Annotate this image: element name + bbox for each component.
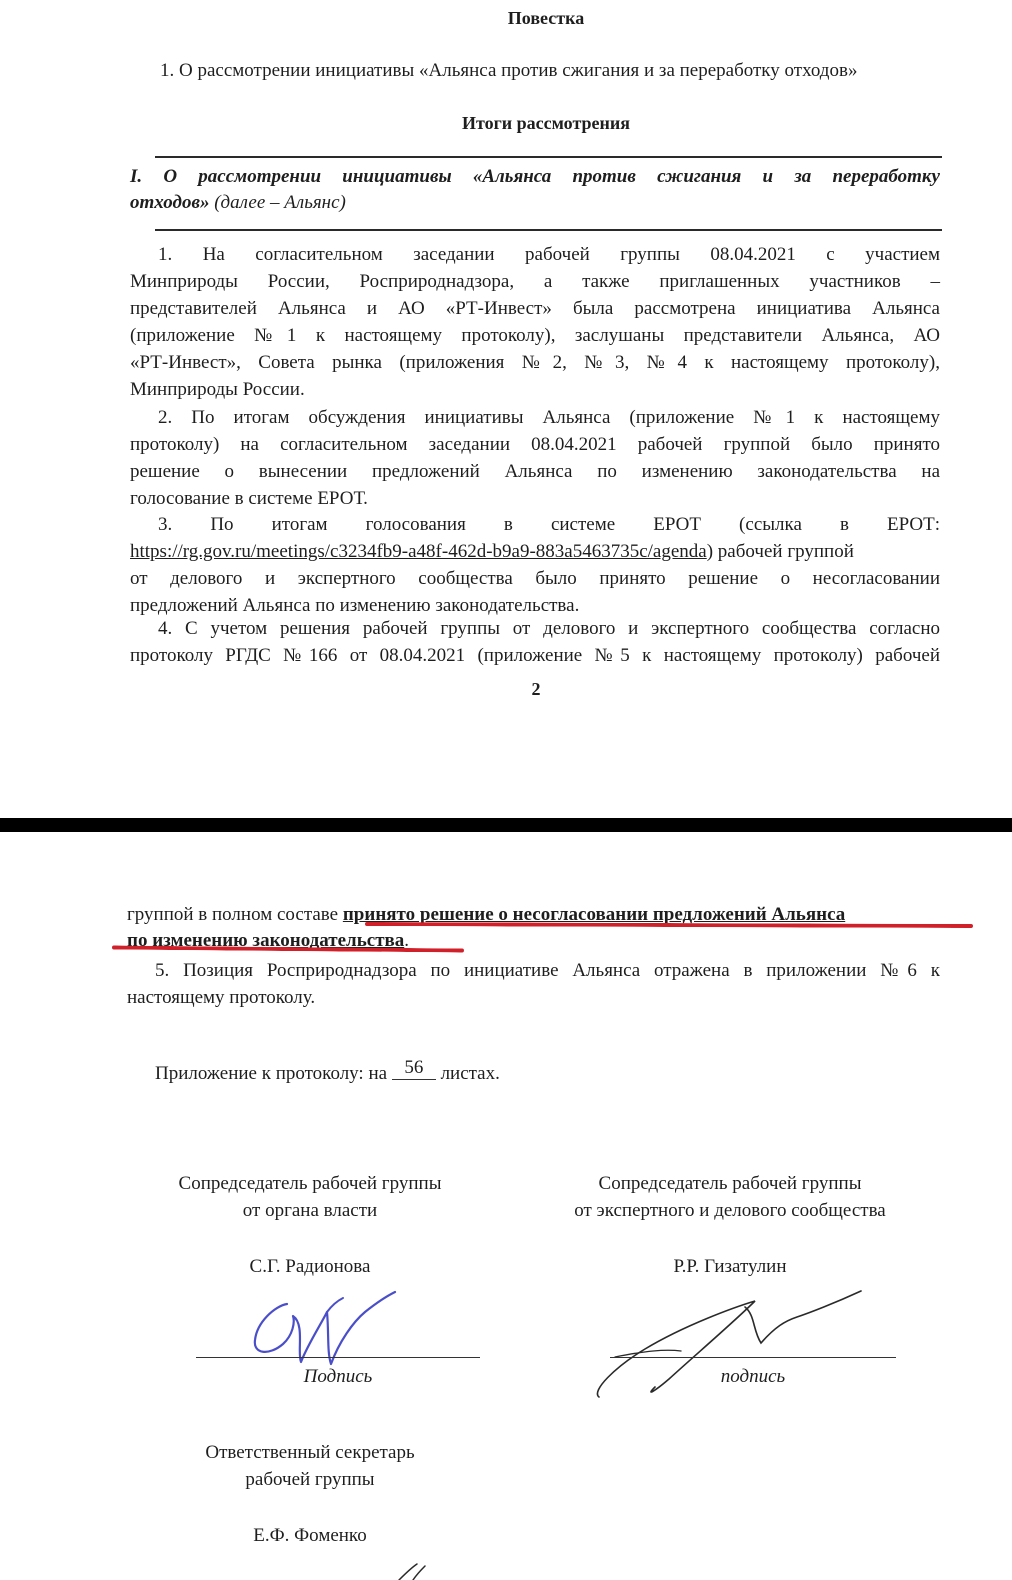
secretary-signature-fragment — [395, 1562, 435, 1580]
left-sig-role — [150, 1170, 470, 1224]
right-sig-role-line1: Сопредседатель рабочей группы — [598, 1173, 862, 1194]
p5-line: настоящему протоколу. — [127, 987, 316, 1008]
secretary-role — [150, 1439, 470, 1493]
left-sig-role-line1: Сопредседатель рабочей группы — [178, 1173, 442, 1194]
continuation-start: группой в полном составе — [127, 904, 343, 925]
paragraph-3 — [130, 511, 940, 619]
agenda-title: Повестка — [507, 8, 585, 28]
p4-line: 4. С учетом решения рабочей группы от делового и экспертного сообщества согласно — [158, 618, 940, 639]
p1-line: представителей Альянса и АО «РТ-Инвест» была рассмотрена инициатива Альянса — [130, 298, 940, 319]
p2-line: протоколу) на согласительном заседании 08.04.2021 рабочей группой было принято — [130, 434, 940, 455]
section-heading-line1: I. О рассмотрении инициативы «Альянса против сжигания и за переработку — [130, 166, 940, 187]
attachment-line — [155, 1057, 500, 1087]
p3-line-with-link — [130, 538, 940, 565]
p1-line: «РТ-Инвест», Совета рынка (приложения №2, №3, №4 к настоящему протоколу), — [130, 352, 940, 373]
paragraph-2 — [130, 404, 940, 512]
right-sig-name: Р.Р. Гизатулин — [673, 1256, 787, 1277]
attachment-prefix: Приложение к протоколу: на — [155, 1063, 392, 1084]
page-separator — [0, 818, 1012, 832]
ерот-link[interactable]: https://rg.gov.ru/meetings/c3234fb9-a48f-462d-b9a9-883a5463735c/agenda — [130, 541, 707, 562]
results-title: Итоги рассмотрения — [462, 113, 630, 133]
paragraph-5 — [127, 957, 940, 1011]
section-heading-line2 — [130, 189, 940, 216]
p2-line: голосование в системе ЕРОТ. — [130, 488, 368, 509]
left-sign-label: Подпись — [303, 1366, 373, 1387]
p1-line: (приложение №1 к настоящему протоколу), заслушаны представители Альянса, АО — [130, 325, 940, 346]
paragraph-4 — [130, 615, 940, 669]
paragraph-1 — [130, 241, 940, 403]
p1-line: 1. На согласительном заседании рабочей группы 08.04.2021 с участием — [158, 244, 940, 265]
p4-line: протоколу РГДС №166 от 08.04.2021 (приложение №5 к настоящему протоколу) рабочей — [130, 645, 940, 666]
highlighted-decision: принято решение о несогласовании предложений Альянса — [342, 904, 846, 925]
right-sign-label: подпись — [720, 1366, 786, 1387]
p3-link-tail: ) рабочей группой — [706, 541, 854, 562]
highlighted-decision-end: по изменению законодательства — [127, 930, 405, 951]
p3-line: от делового и экспертного сообщества было принято решение о несогласовании — [130, 568, 940, 589]
section-heading-rest: (далее – Альянс) — [209, 192, 346, 213]
document-page-2 — [0, 832, 1012, 1580]
right-sig-role-line2: от экспертного и делового сообщества — [574, 1200, 886, 1221]
secretary-name: Е.Ф. Фоменко — [253, 1525, 367, 1546]
secretary-role-line2: рабочей группы — [245, 1469, 375, 1490]
left-sign-line — [196, 1357, 480, 1358]
p2-line: 2. По итогам обсуждения инициативы Альянса (приложение №1 к настоящему — [158, 407, 940, 428]
p5-line: 5. Позиция Росприроднадзора по инициативе Альянса отражена в приложении №6 к — [155, 960, 940, 981]
p1-line: Минприроды России. — [130, 379, 305, 400]
p3-line: 3. По итогам голосования в системе ЕРОТ (ссылка в ЕРОТ: — [158, 514, 940, 535]
secretary-role-line1: Ответственный секретарь — [205, 1442, 415, 1463]
section-heading-italic: отходов» — [130, 192, 210, 213]
page-number: 2 — [531, 679, 541, 699]
attachment-suffix: листах. — [435, 1063, 500, 1084]
right-sig-role — [530, 1170, 930, 1224]
p2-line: решение о вынесении предложений Альянса по изменению законодательства на — [130, 461, 940, 482]
divider-top — [155, 156, 942, 158]
divider-bottom — [155, 229, 942, 231]
continuation-end: . — [404, 930, 410, 951]
right-sign-line — [610, 1357, 896, 1358]
left-sig-role-line2: от органа власти — [242, 1200, 378, 1221]
p3-line: предложений Альянса по изменению законодательства. — [130, 595, 580, 616]
attachment-count: 56 — [392, 1057, 436, 1080]
left-sig-name: С.Г. Радионова — [249, 1256, 371, 1277]
p1-line: Минприроды России, Росприроднадзора, а также приглашенных участников – — [130, 271, 940, 292]
agenda-item: 1. О рассмотрении инициативы «Альянса против сжигания и за переработку отходов» — [160, 60, 858, 81]
